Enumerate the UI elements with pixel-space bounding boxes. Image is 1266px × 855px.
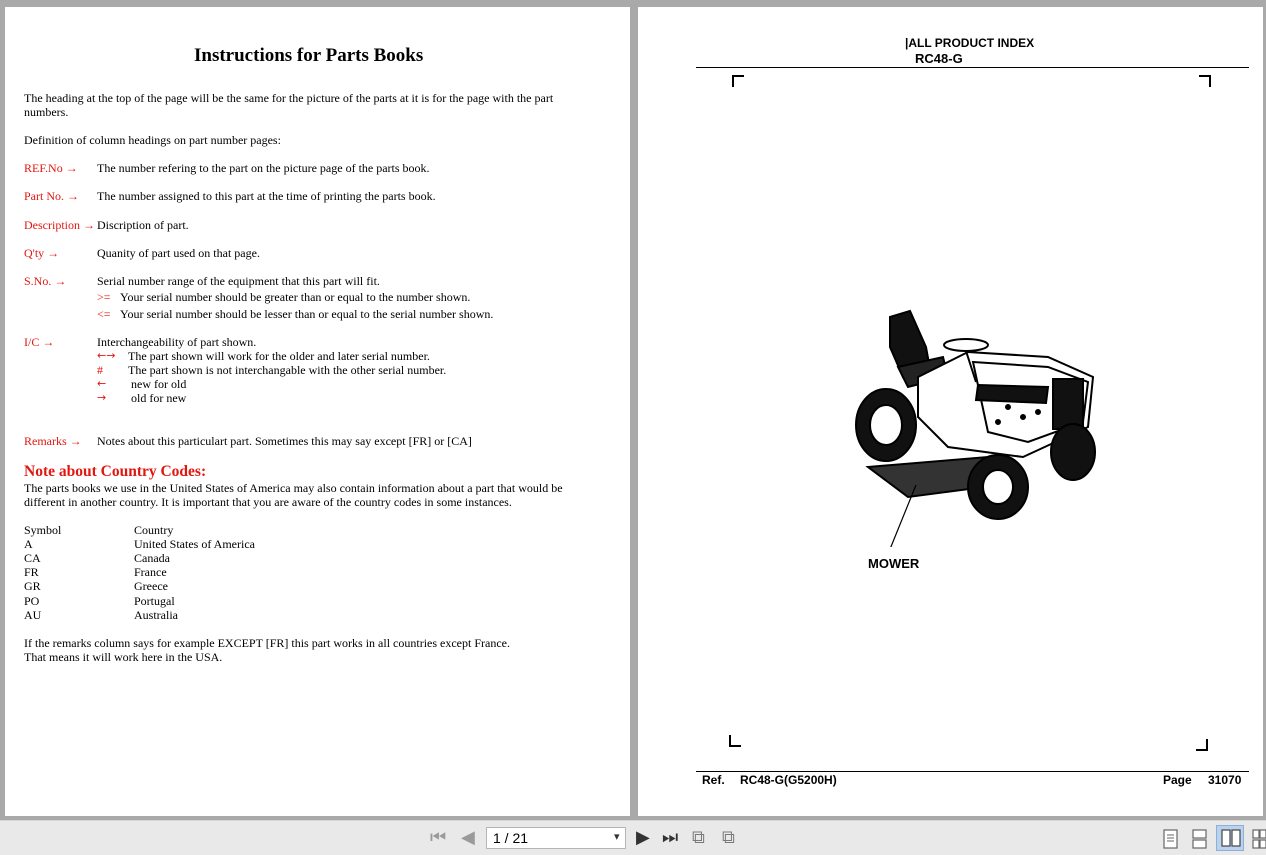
definition-heading: Definition of column headings on part number pages:: [24, 133, 281, 147]
two-page-continuous-view-icon[interactable]: [1252, 829, 1266, 849]
arrow-right-icon: →: [65, 161, 78, 175]
country-symbol: GR: [24, 579, 41, 593]
serial-symbol-ge: >=: [97, 290, 111, 304]
header-rule: [696, 67, 1249, 68]
term-qty: Q'ty →: [24, 246, 60, 260]
right-page: [638, 7, 1263, 816]
footer-note-line-2: That means it will work here in the USA.: [24, 650, 223, 664]
desc-ref-no: The number refering to the part on the picture page of the parts book.: [97, 161, 430, 175]
ic-note-both: The part shown will work for the older and later serial number.: [128, 349, 430, 363]
viewer-toolbar: [0, 820, 1266, 855]
term-part-no: Part No. →: [24, 189, 79, 203]
serial-note-ge: Your serial number should be greater than or equal to the number shown.: [120, 290, 471, 304]
country-intro-line-1: The parts books we use in the United States of America may also contain information about a part that would be: [24, 481, 563, 495]
desc-description: Discription of part.: [97, 218, 189, 232]
arrow-right-icon: →: [69, 434, 82, 448]
mower-label: MOWER: [868, 556, 920, 571]
ic-note-old-for-new: old for new: [131, 391, 187, 405]
footer-rule: [696, 771, 1249, 772]
chevron-down-icon: ▾: [614, 831, 620, 843]
country-name: Greece: [134, 579, 168, 593]
country-symbol: PO: [24, 594, 40, 608]
previous-page-icon[interactable]: ◀: [461, 827, 475, 848]
country-name: France: [134, 565, 167, 579]
page-number-select[interactable]: [486, 827, 626, 849]
crop-mark-top-left: [732, 75, 744, 87]
intro-text-line-2: numbers.: [24, 105, 69, 119]
go-forward-icon[interactable]: ⧉: [722, 827, 735, 848]
arrow-left-icon: ←: [97, 377, 107, 390]
crop-mark-bottom-left: [729, 735, 741, 747]
country-name: Australia: [134, 608, 178, 622]
country-name: Portugal: [134, 594, 175, 608]
footer-ref-label: Ref.: [702, 773, 725, 787]
country-codes-heading: Note about Country Codes:: [24, 463, 207, 480]
serial-symbol-le: <=: [97, 307, 111, 321]
last-page-icon[interactable]: ⏭: [662, 827, 679, 848]
page-indicator: 1 / 21: [493, 830, 529, 846]
crop-mark-top-right: [1199, 75, 1211, 87]
ic-note-new-for-old: new for old: [131, 377, 187, 391]
index-header-title: |ALL PRODUCT INDEX: [905, 36, 1035, 50]
footer-ref-value: RC48-G(G5200H): [740, 773, 837, 787]
term-remarks: Remarks →: [24, 434, 82, 448]
term-serial-no: S.No. →: [24, 274, 67, 288]
desc-part-no: The number assigned to this part at the time of printing the parts book.: [97, 189, 436, 203]
country-symbol: FR: [24, 565, 39, 579]
term-ref-no: REF.No →: [24, 161, 78, 175]
term-ic: I/C →: [24, 335, 55, 349]
country-name: United States of America: [134, 537, 255, 551]
arrow-right-icon: →: [67, 189, 79, 203]
page-title: Instructions for Parts Books: [194, 45, 424, 66]
next-page-icon[interactable]: ▶: [636, 827, 650, 848]
desc-serial-no: Serial number range of the equipment that this part will fit.: [97, 274, 380, 288]
arrow-right-icon: →: [47, 246, 60, 260]
both-arrows-icon: ←→: [97, 349, 116, 362]
footer-note-line-1: If the remarks column says for example EXCEPT [FR] this part works in all countries except France.: [24, 636, 510, 650]
country-name: Canada: [134, 551, 170, 565]
first-page-icon[interactable]: ⏮: [430, 827, 447, 848]
arrow-right-icon: →: [54, 274, 67, 288]
desc-ic: Interchangeability of part shown.: [97, 335, 257, 349]
arrow-right-icon: →: [97, 391, 107, 404]
left-page: [5, 7, 630, 816]
country-table-header-symbol: Symbol: [24, 523, 62, 537]
mower-illustration: [848, 307, 1108, 547]
footer-page-label: Page: [1163, 773, 1192, 787]
country-intro-line-2: different in another country. It is important that you are aware of the country codes in some instances.: [24, 495, 512, 509]
arrow-right-icon: →: [83, 218, 95, 232]
country-symbol: AU: [24, 608, 42, 622]
intro-text-line-1: The heading at the top of the page will be the same for the picture of the parts at it is for the page with the part: [24, 91, 554, 105]
country-symbol: A: [24, 537, 33, 551]
index-header-model: RC48-G: [915, 51, 963, 66]
footer-page-value: 31070: [1208, 773, 1242, 787]
term-description: Description →: [24, 218, 95, 232]
country-table-header-country: Country: [134, 523, 174, 537]
ic-note-hash: The part shown is not interchangable with the other serial number.: [128, 363, 447, 377]
continuous-view-icon[interactable]: [1192, 829, 1208, 849]
serial-note-le: Your serial number should be lesser than or equal to the serial number shown.: [120, 307, 494, 321]
crop-mark-bottom-right: [1196, 739, 1208, 751]
two-page-view-icon: [1221, 829, 1241, 847]
go-back-icon[interactable]: ⧉: [692, 827, 705, 848]
arrow-right-icon: →: [42, 335, 55, 349]
two-page-view-button[interactable]: [1216, 825, 1244, 851]
single-page-view-icon[interactable]: [1163, 829, 1179, 849]
country-symbol: CA: [24, 551, 41, 565]
desc-qty: Quanity of part used on that page.: [97, 246, 260, 260]
desc-remarks: Notes about this particulart part. Sometimes this may say except [FR] or [CA]: [97, 434, 472, 448]
ic-symbol-hash: #: [97, 363, 103, 377]
